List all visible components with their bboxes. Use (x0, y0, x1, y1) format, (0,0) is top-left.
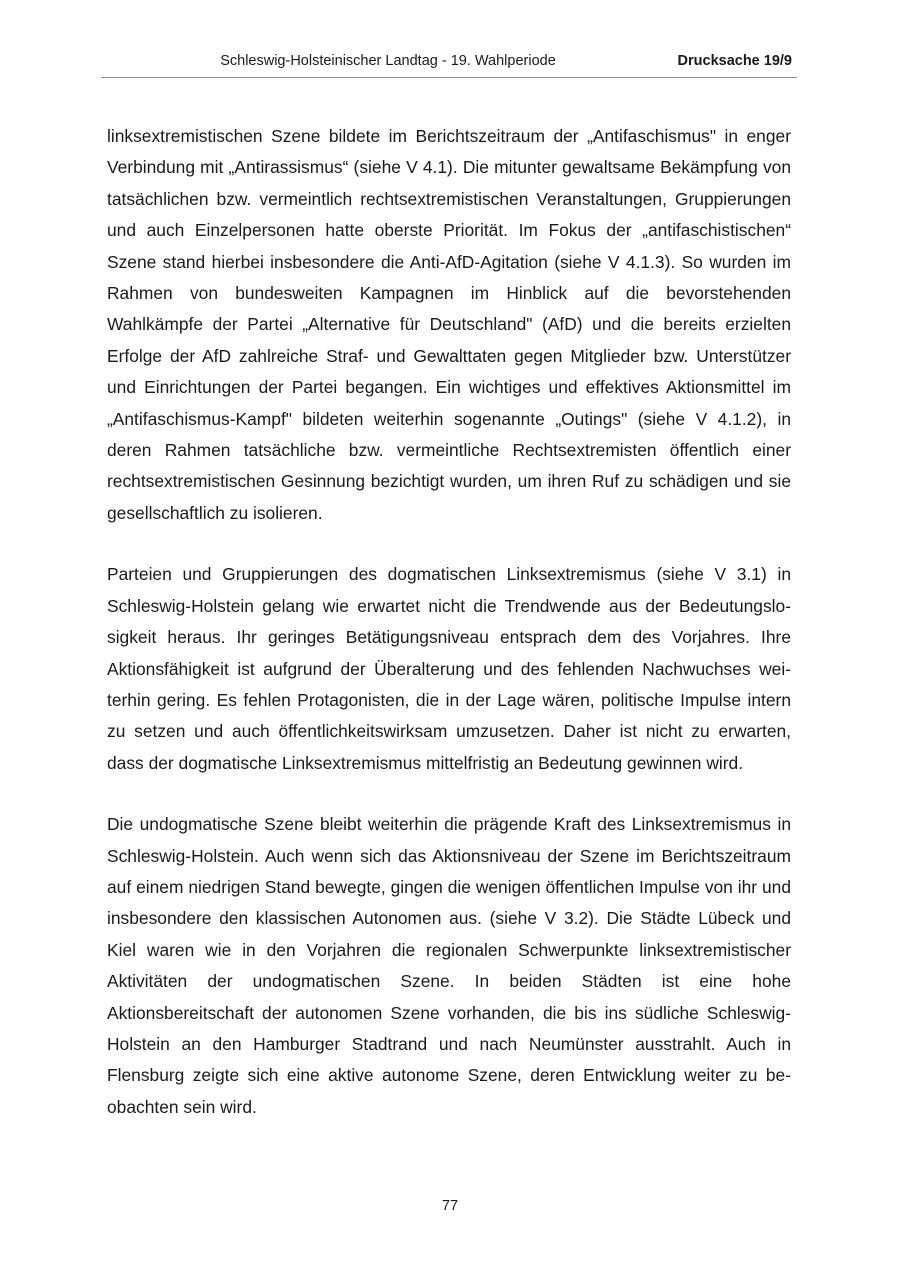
paragraph: Die undogmatische Szene bleibt weiterhin die prägende Kraft des Linksextremismus in Schleswig-Holstein. Auch wenn sich das Aktionsniveau der Szene im Berichtszeitraum auf einem niedrigen Stand bewegte, gingen die wenigen öffentlichen Impulse von ihr und insbesondere den klassischen Autonomen aus. (siehe V 3.2). Die Städte Lübeck und Kiel waren wie in den Vorjahren die regionalen Schwerpunkte linksextremistischer Aktivitäten der undogmatischen Szene. In beiden Städten ist eine hohe Aktionsbereitschaft der autonomen Szene vorhanden, die bis ins südliche Schleswig-Holstein an den Hamburger Stadtrand und nach Neumünster ausstrahlt. Auch in Flensburg zeigte sich eine aktive autonome Szene, deren Entwicklung weiter zu beobachten sein wird. (107, 814, 791, 1117)
page-header (101, 50, 797, 78)
paragraph: linksextremistischen Szene bildete im Berichtszeitraum der „Antifaschismus" in enger Verbindung mit „Antirassismus“ (siehe V 4.1). Die mitunter gewaltsame Bekämpfung von tatsächlichen bzw. vermeintlich rechtsextremistischen Veranstaltungen, Gruppierungen und auch Einzelpersonen hatte oberste Priorität. Im Fokus der „antifaschistischen“ Szene stand hierbei insbesondere die Anti-AfD-Agitation (siehe V 4.1.3). So wurden im Rahmen von bundesweiten Kampagnen im Hinblick auf die bevorstehenden Wahlkämpfe der Partei „Alternative für Deutschland" (AfD) und die bereits erzielten Erfolge der AfD zahlreiche Straf- und Gewalttaten gegen Mitglieder bzw. Unterstützer und Einrichtungen der Partei begangen. Ein wichtiges und effektives Aktionsmittel im „Antifaschismus-Kampf" bildeten weiterhin sogenannte „Outings" (siehe V 4.1.2), in deren Rahmen tatsächliche bzw. vermeintliche Rechtsextremisten öffentlich einer rechtsextremistischen Gesinnung bezichtigt wurden, um ihren Ruf zu schädigen und sie gesellschaftlich zu isolieren. (107, 126, 791, 523)
paragraph: Parteien und Gruppierungen des dogmatischen Linksextremismus (siehe V 3.1) in Schleswig-Holstein gelang wie erwartet nicht die Trendwende aus der Bedeutungslosigkeit heraus. Ihr geringes Betätigungsniveau entsprach dem des Vorjahres. Ihre Aktionsfähigkeit ist aufgrund der Überalterung und des fehlenden Nachwuchses weiterhin gering. Es fehlen Protagonisten, die in der Lage wären, politische Impulse intern zu setzen und auch öffentlichkeitswirksam umzusetzen. Daher ist nicht zu erwarten, dass der dogmatische Linksextremismus mittelfristig an Bedeutung gewinnen wird. (107, 564, 791, 773)
document-number: Drucksache 19/9 (677, 53, 792, 69)
body-text (107, 121, 791, 1153)
page-number: 77 (441, 1198, 459, 1214)
header-title: Schleswig-Holsteinischer Landtag - 19. Wahlperiode (220, 53, 556, 69)
